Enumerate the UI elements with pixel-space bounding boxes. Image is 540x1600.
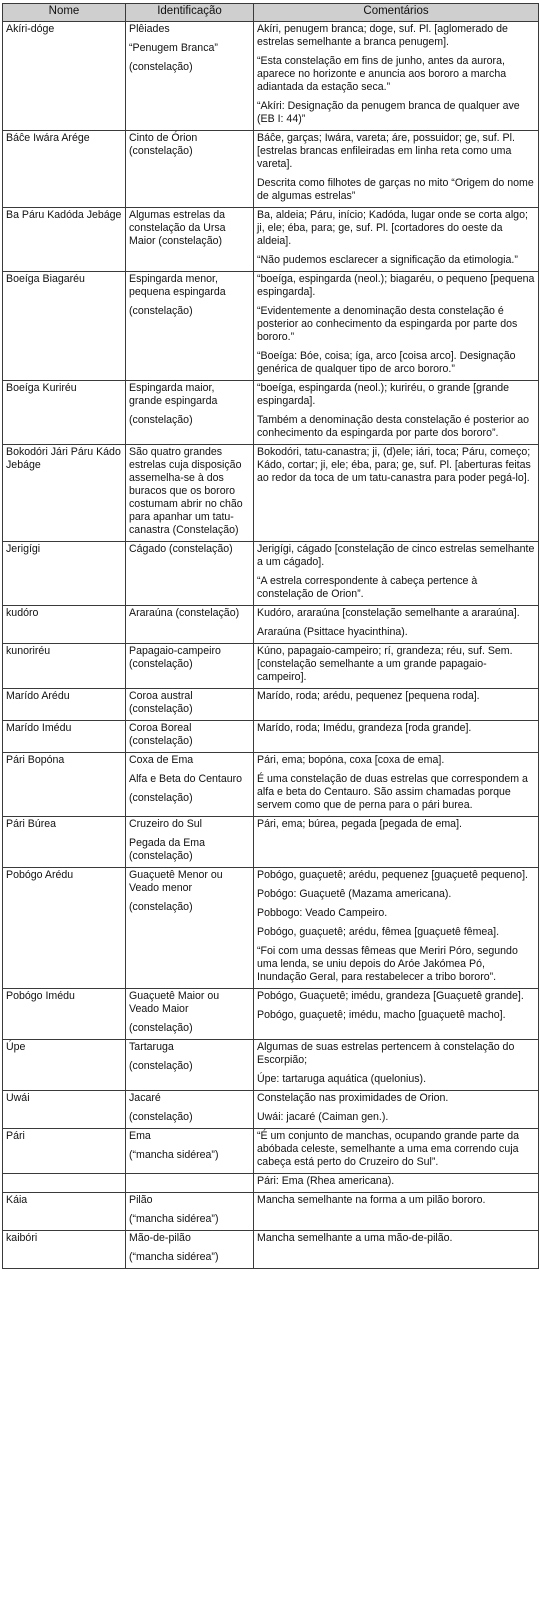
header-comentarios: Comentários [254,4,539,22]
cell-nome: Boeíga Kuriréu [3,381,126,445]
cell-nome: Ba Páru Kadóda Jebáge [3,208,126,272]
cell-nome: Pobógo Arédu [3,868,126,989]
cell-identificacao [126,131,254,208]
identificacao-line: Coroa austral (constelação) [129,690,193,715]
cell-identificacao [126,381,254,445]
identificacao-line: Araraúna (constelação) [129,607,240,619]
comentario-paragraph: “É um conjunto de manchas, ocupando grande parte da abóbada celeste, semelhante a uma ema correndo cuja cabeça está perto do Cruzeiro do Sul”. [257,1130,520,1168]
cell-comentarios [254,1091,539,1129]
header-identificacao: Identificação [126,4,254,22]
cell-identificacao [126,445,254,542]
cell-identificacao [126,989,254,1040]
table-body [3,22,539,1269]
identificacao-line: Tartaruga [129,1041,174,1053]
table-row [3,1040,539,1091]
comentario-paragraph: Báĉe, garças; Iwára, vareta; áre, possuidor; ge, suf. Pl. [estrelas brancas enfileiradas em linha reta como uma vareta]. [257,132,515,170]
cell-identificacao [126,868,254,989]
comentario-paragraph: Pobógo: Guaçuetê (Mazama americana). [257,888,452,900]
identificacao-line: Jacaré [129,1092,161,1104]
table-row [3,1231,539,1269]
identificacao-line: Mão-de-pilão [129,1232,191,1244]
cell-comentarios [254,606,539,644]
table-row [3,644,539,689]
cell-nome: Jerigígi [3,542,126,606]
cell-comentarios [254,208,539,272]
cell-identificacao [126,1129,254,1174]
identificacao-line: Ema [129,1130,151,1142]
table-row [3,989,539,1040]
identificacao-line: Espingarda menor, pequena espingarda [129,273,226,298]
cell-comentarios [254,989,539,1040]
comentario-paragraph: Marído, roda; Imédu, grandeza [roda grande]. [257,722,472,734]
cell-comentarios [254,1129,539,1174]
comentario-paragraph: Jerigígi, cágado [constelação de cinco estrelas semelhante a um cágado]. [257,543,535,568]
identificacao-line: (“mancha sidérea”) [129,1149,219,1161]
identificacao-line: (constelação) [129,901,193,913]
cell-nome: Marído Imédu [3,721,126,753]
cell-identificacao [126,208,254,272]
comentario-paragraph: “Não pudemos esclarecer a significação da etimologia.” [257,254,518,266]
identificacao-line: Espingarda maior, grande espingarda [129,382,218,407]
table-row [3,868,539,989]
identificacao-line: Cágado (constelação) [129,543,233,555]
cell-identificacao [126,689,254,721]
cell-identificacao [126,22,254,131]
table-row [3,689,539,721]
cell-identificacao [126,1091,254,1129]
comentario-paragraph: Pobógo, guaçuetê; imédu, macho [guaçuetê macho]. [257,1009,506,1021]
comentario-paragraph: Marído, roda; arédu, pequenez [pequena roda]. [257,690,480,702]
identificacao-line: Papagaio-campeiro (constelação) [129,645,221,670]
identificacao-line: Cruzeiro do Sul [129,818,203,830]
cell-nome: Bokodóri Jári Páru Kádo Jebáge [3,445,126,542]
cell-comentarios [254,644,539,689]
table-row [3,1174,539,1193]
comentario-paragraph: Kúno, papagaio-campeiro; rí, grandeza; réu, suf. Sem. [constelação semelhante a um grande papagaio-campeiro]. [257,645,513,683]
identificacao-line: (constelação) [129,1060,193,1072]
identificacao-line: (constelação) [129,792,193,804]
identificacao-line: Pegada da Ema (constelação) [129,837,205,862]
cell-identificacao [126,753,254,817]
comentario-paragraph: Mancha semelhante a uma mão-de-pilão. [257,1232,453,1244]
cell-identificacao [126,1193,254,1231]
header-nome: Nome [3,4,126,22]
cell-nome: Pári Bopóna [3,753,126,817]
constellation-table [2,3,539,1269]
comentario-paragraph: Pári, ema; bopóna, coxa [coxa de ema]. [257,754,445,766]
cell-nome: kudóro [3,606,126,644]
comentario-paragraph: Pobbogo: Veado Campeiro. [257,907,388,919]
comentario-paragraph: Pári, ema; búrea, pegada [pegada de ema]. [257,818,462,830]
identificacao-line: Guaçuetê Maior ou Veado Maior [129,990,220,1015]
cell-comentarios [254,817,539,868]
comentario-paragraph: “Evidentemente a denominação desta constelação é posterior ao conhecimento da espingarda por parte dos bororo.” [257,305,518,343]
comentario-paragraph: É uma constelação de duas estrelas que correspondem a alfa e beta do Centauro. São assim chamadas porque servem como que de perna para o pári burea. [257,773,528,811]
identificacao-line: (constelação) [129,1022,193,1034]
comentario-paragraph: Constelação nas proximidades de Orion. [257,1092,449,1104]
comentario-paragraph: Ba, aldeia; Páru, início; Kadóda, lugar onde se corta algo; ji, ele; éba, para; ge, suf. Pl. [cortadores do oeste da aldeia]. [257,209,528,247]
cell-comentarios [254,721,539,753]
identificacao-line: (constelação) [129,414,193,426]
cell-identificacao [126,606,254,644]
table-row [3,721,539,753]
comentario-paragraph: Akíri, penugem branca; doge, suf. Pl. [aglomerado de estrelas semelhante a branca penugem]. [257,23,508,48]
cell-identificacao [126,1231,254,1269]
identificacao-line: (constelação) [129,61,193,73]
cell-comentarios [254,1193,539,1231]
cell-comentarios [254,1174,539,1193]
identificacao-line: Algumas estrelas da constelação da Ursa Maior (constelação) [129,209,226,247]
table-row [3,1193,539,1231]
cell-nome: Uwái [3,1091,126,1129]
comentario-paragraph: Uwái: jacaré (Caiman gen.). [257,1111,389,1123]
table-row [3,381,539,445]
table-row [3,817,539,868]
cell-nome [3,1174,126,1193]
comentario-paragraph: “Foi com uma dessas fêmeas que Meriri Póro, segundo uma lenda, se uniu depois do Aróe Jakómea Pó, Inundação Geral, para restabelecer a tribo bororo”. [257,945,518,983]
cell-nome: Akíri-dóge [3,22,126,131]
table-row [3,131,539,208]
cell-nome: kunoriréu [3,644,126,689]
comentario-paragraph: Descrita como filhotes de garças no mito “Origem do nome de algumas estrelas” [257,177,534,202]
identificacao-line: (“mancha sidérea”) [129,1213,219,1225]
cell-nome: Pári [3,1129,126,1174]
comentario-paragraph: Bokodóri, tatu-canastra; ji, (d)ele; iári, toca; Páru, começo; Kádo, cortar; ji, ele; éba, para; ge, suf. Pl. [aberturas feitas ao redor da toca de um tatu-canastra para poder pegá-lo]. [257,446,531,484]
cell-comentarios [254,131,539,208]
comentario-paragraph: “Akíri: Designação da penugem branca de qualquer ave (EB I: 44)” [257,100,520,125]
comentario-paragraph: “boeíga, espingarda (neol.); kuriréu, o grande [grande espingarda]. [257,382,510,407]
table-row [3,606,539,644]
comentario-paragraph: Pobógo, guaçuetê; arédu, fêmea [guaçuetê fêmea]. [257,926,500,938]
cell-nome: Marído Arédu [3,689,126,721]
cell-comentarios [254,753,539,817]
cell-comentarios [254,689,539,721]
cell-identificacao [126,721,254,753]
cell-nome: Báĉe Iwára Arége [3,131,126,208]
identificacao-line: (“mancha sidérea”) [129,1251,219,1263]
comentario-paragraph: “boeíga, espingarda (neol.); biagaréu, o pequeno [pequena espingarda]. [257,273,535,298]
cell-comentarios [254,1040,539,1091]
header-row [3,4,539,22]
cell-comentarios [254,272,539,381]
comentario-paragraph: Pobógo, Guaçuetê; imédu, grandeza [Guaçuetê grande]. [257,990,524,1002]
identificacao-line: Pilão [129,1194,153,1206]
comentario-paragraph: Araraúna (Psittace hyacinthina). [257,626,408,638]
comentario-paragraph: Pári: Ema (Rhea americana). [257,1175,395,1187]
cell-identificacao [126,1040,254,1091]
comentario-paragraph: Também a denominação desta constelação é posterior ao conhecimento da espingarda por parte dos bororo”. [257,414,530,439]
cell-identificacao [126,1174,254,1193]
identificacao-line: São quatro grandes estrelas cuja disposição assemelha-se à dos buracos que os bororo costumam abrir no chão para apanhar um tatu-canastra (Constelação) [129,446,243,536]
comentario-paragraph: Pobógo, guaçuetê; arédu, pequenez [guaçuetê pequeno]. [257,869,528,881]
cell-nome: kaibóri [3,1231,126,1269]
identificacao-line: Alfa e Beta do Centauro [129,773,243,785]
cell-nome: Káia [3,1193,126,1231]
table-row [3,22,539,131]
cell-comentarios [254,1231,539,1269]
cell-nome: Boeíga Biagaréu [3,272,126,381]
cell-nome: Úpe [3,1040,126,1091]
comentario-paragraph: “A estrela correspondente à cabeça pertence à constelação de Orion”. [257,575,478,600]
identificacao-line: “Penugem Branca” [129,42,218,54]
comentario-paragraph: Úpe: tartaruga aquática (quelonius). [257,1073,427,1085]
identificacao-line: Coroa Boreal (constelação) [129,722,193,747]
identificacao-line: Coxa de Ema [129,754,194,766]
cell-comentarios [254,542,539,606]
table-row [3,1129,539,1174]
table-row [3,1091,539,1129]
cell-comentarios [254,381,539,445]
identificacao-line: Plêiades [129,23,170,35]
cell-identificacao [126,817,254,868]
cell-identificacao [126,542,254,606]
comentario-paragraph: “Esta constelação em fins de junho, antes da aurora, aparece no horizonte e anuncia aos bororo a marcha adiantada da estação seca.” [257,55,507,93]
identificacao-line: Cinto de Órion (constelação) [129,132,198,157]
cell-nome: Pári Búrea [3,817,126,868]
cell-comentarios [254,868,539,989]
comentario-paragraph: “Boeíga: Bóe, coisa; íga, arco [coisa arco]. Designação genérica de qualquer tipo de arco bororo.” [257,350,516,375]
cell-comentarios [254,22,539,131]
cell-identificacao [126,272,254,381]
cell-nome: Pobógo Imédu [3,989,126,1040]
identificacao-line: (constelação) [129,305,193,317]
identificacao-line: (constelação) [129,1111,193,1123]
table-row [3,445,539,542]
comentario-paragraph: Algumas de suas estrelas pertencem à constelação do Escorpião; [257,1041,515,1066]
table-row [3,542,539,606]
cell-comentarios [254,445,539,542]
table-row [3,753,539,817]
table-row [3,272,539,381]
identificacao-line: Guaçuetê Menor ou Veado menor [129,869,223,894]
cell-identificacao [126,644,254,689]
comentario-paragraph: Kudóro, araraúna [constelação semelhante a araraúna]. [257,607,520,619]
comentario-paragraph: Mancha semelhante na forma a um pilão bororo. [257,1194,486,1206]
table-row [3,208,539,272]
